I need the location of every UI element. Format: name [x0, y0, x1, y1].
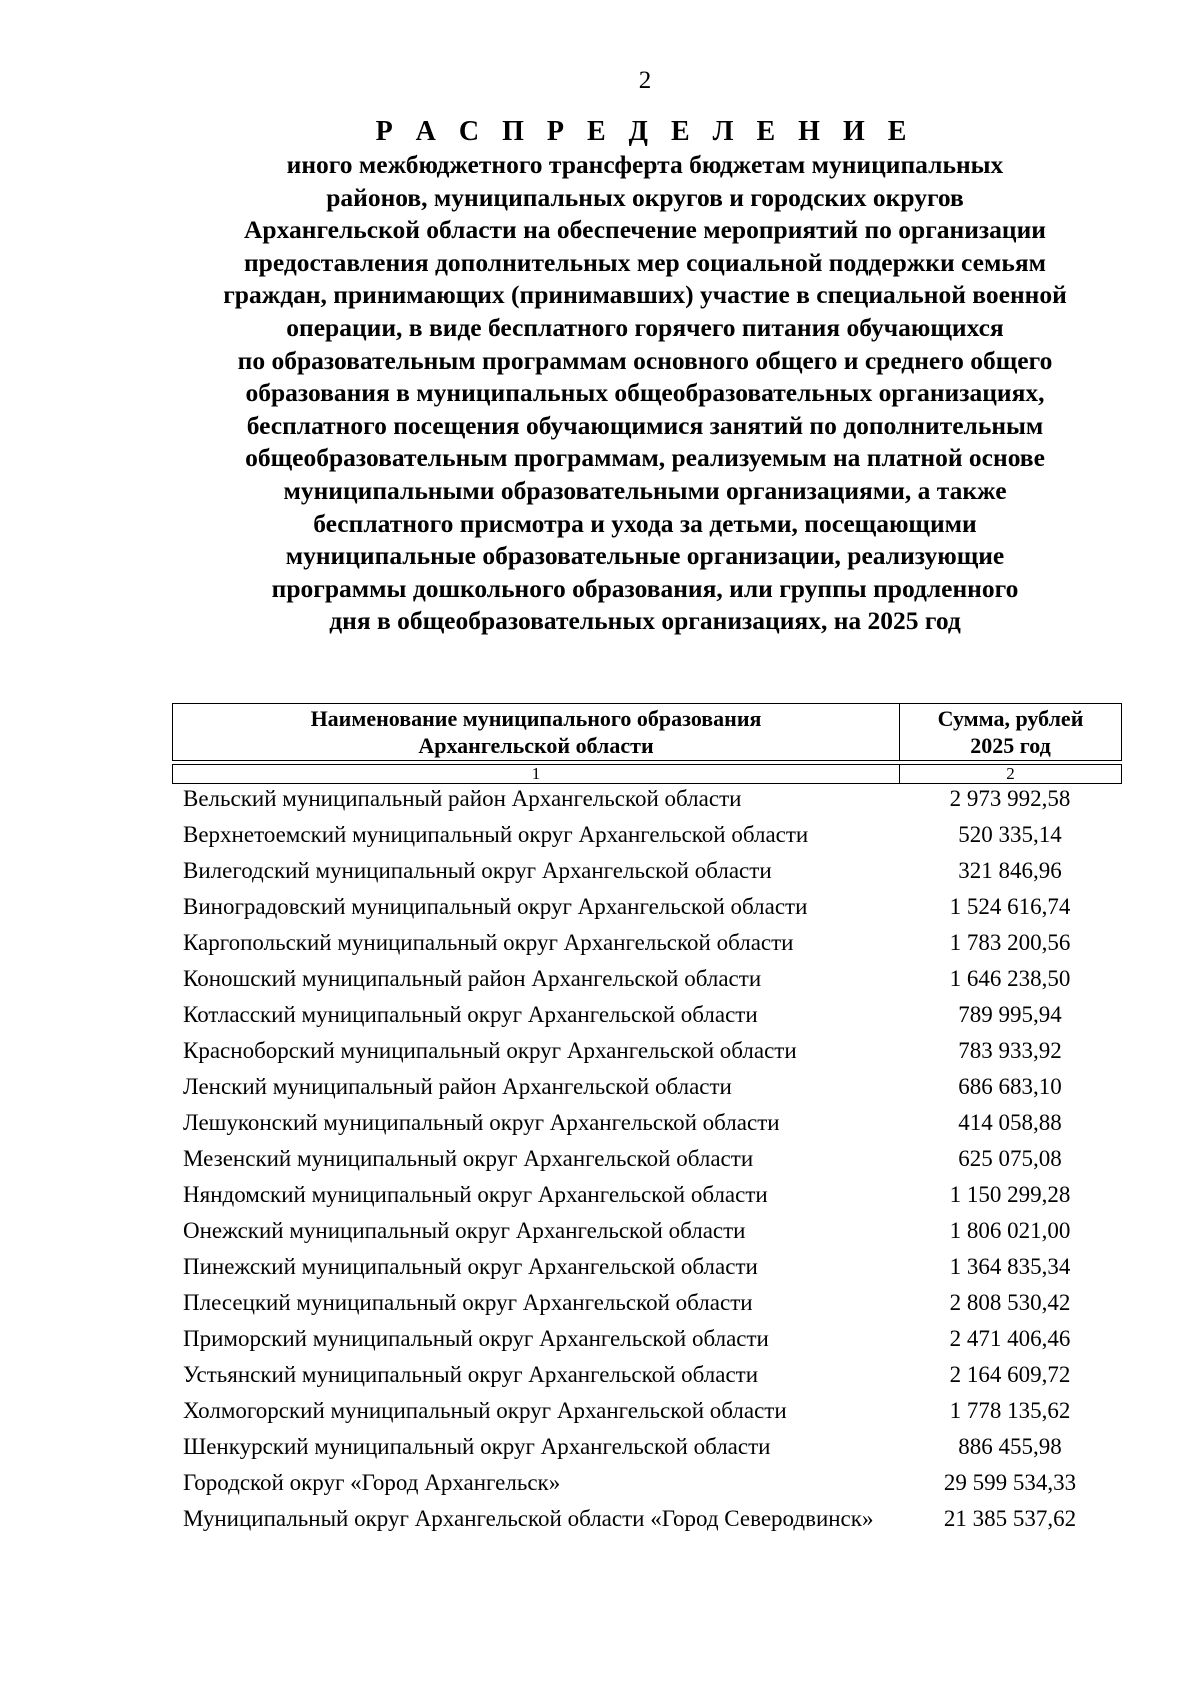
row-name: Лешуконский муниципальный округ Архангельской области: [183, 1110, 780, 1135]
row-sum: 686 683,10: [958, 1074, 1062, 1099]
column-number-1: 1: [173, 765, 900, 784]
table-row: [172, 1326, 1121, 1362]
row-sum: 789 995,94: [958, 1002, 1062, 1027]
subtitle-line: общеобразовательным программам, реализуемым на платной основе: [245, 443, 1045, 473]
row-name: Верхнетоемский муниципальный округ Архангельской области: [183, 822, 809, 847]
row-sum: 1 150 299,28: [949, 1182, 1071, 1207]
table-row: [172, 894, 1121, 930]
column-number-2: 2: [900, 765, 1122, 784]
table-row: [172, 1074, 1121, 1110]
row-name: Плесецкий муниципальный округ Архангельской области: [183, 1290, 753, 1315]
row-name: Холмогорский муниципальный округ Архангельской области: [183, 1398, 787, 1423]
table-header-block: [172, 703, 1121, 784]
row-sum: 2 808 530,42: [949, 1290, 1071, 1315]
table-row: [172, 1470, 1121, 1506]
table-body: [172, 786, 1121, 1570]
table-row: [172, 1182, 1121, 1218]
table-row: [172, 1290, 1121, 1326]
subtitle-line: районов, муниципальных округов и городских округов: [326, 182, 964, 212]
table-row: [172, 1038, 1121, 1074]
subtitle-line: по образовательным программам основного общего и среднего общего: [237, 345, 1053, 375]
row-sum: 783 933,92: [958, 1038, 1062, 1063]
row-name: Городской округ «Город Архангельск»: [183, 1470, 561, 1495]
row-sum: 2 973 992,58: [949, 786, 1071, 811]
row-sum: 1 778 135,62: [949, 1398, 1071, 1423]
column-header-sum: Сумма, рублей 2025 год: [900, 704, 1122, 761]
table-header: [172, 703, 1122, 784]
row-sum: 2 164 609,72: [949, 1362, 1071, 1387]
table-row: [172, 1002, 1121, 1038]
row-name: Устьянский муниципальный округ Архангельской области: [183, 1362, 759, 1387]
document-subtitle: [150, 149, 1140, 638]
row-sum: 2 471 406,46: [949, 1326, 1071, 1351]
row-name: Приморский муниципальный округ Архангельской области: [183, 1326, 769, 1351]
row-name: Пинежский муниципальный округ Архангельской области: [183, 1254, 758, 1279]
row-sum: 1 364 835,34: [949, 1254, 1071, 1279]
table-row: [172, 1254, 1121, 1290]
row-sum: 625 075,08: [958, 1146, 1062, 1171]
table-row: [172, 1218, 1121, 1254]
row-sum: 886 455,98: [958, 1434, 1062, 1459]
subtitle-line: образования в муниципальных общеобразовательных организациях,: [245, 378, 1045, 408]
page-number: 2: [638, 67, 652, 94]
row-sum: 321 846,96: [958, 858, 1062, 883]
row-sum: 21 385 537,62: [943, 1506, 1077, 1531]
row-name: Няндомский муниципальный округ Архангельской области: [183, 1182, 768, 1207]
subtitle-line: бесплатного присмотра и ухода за детьми, посещающими: [313, 508, 977, 538]
table-row: [172, 1434, 1121, 1470]
column-header-name: Наименование муниципального образования Архангельской области: [173, 704, 900, 761]
subtitle-line: программы дошкольного образования, или группы продленного: [271, 573, 1019, 603]
table-row: [172, 1110, 1121, 1146]
row-name: Мезенский муниципальный округ Архангельской области: [183, 1146, 754, 1171]
row-name: Шенкурский муниципальный округ Архангельской области: [183, 1434, 771, 1459]
row-name: Ленский муниципальный район Архангельской области: [183, 1074, 732, 1099]
subtitle-line: операции, в виде бесплатного горячего питания обучающихся: [286, 312, 1004, 342]
document-title: Р А С П Р Е Д Е Л Е Н И Е: [375, 116, 915, 147]
table-row: [172, 786, 1121, 822]
table-row: [172, 858, 1121, 894]
table-row: [172, 930, 1121, 966]
row-sum: 1 646 238,50: [949, 966, 1071, 991]
table-row: [172, 1506, 1121, 1570]
row-sum: 29 599 534,33: [943, 1470, 1077, 1495]
subtitle-line: иного межбюджетного трансферта бюджетам муниципальных: [286, 150, 1004, 179]
subtitle-line: бесплатного посещения обучающимися занятий по дополнительным: [246, 410, 1044, 440]
row-name: Вилегодский муниципальный округ Архангельской области: [183, 858, 772, 883]
row-sum: 1 783 200,56: [949, 930, 1071, 955]
table-row: [172, 966, 1121, 1002]
row-name: Онежский муниципальный округ Архангельской области: [183, 1218, 746, 1243]
row-name: Котласский муниципальный округ Архангельской области: [183, 1002, 758, 1027]
subtitle-line: предоставления дополнительных мер социальной поддержки семьям: [243, 247, 1047, 277]
row-name: Каргопольский муниципальный округ Архангельской области: [183, 930, 794, 955]
subtitle-line: муниципальные образовательные организации, реализующие: [285, 541, 1005, 571]
subtitle-line: дня в общеобразовательных организациях, на 2025 год: [329, 606, 961, 636]
row-name: Муниципальный округ Архангельской области «Город Северодвинск»: [183, 1506, 874, 1531]
row-name: Вельский муниципальный район Архангельской области: [183, 786, 742, 811]
row-sum: 520 335,14: [958, 822, 1062, 847]
document-heading: [150, 115, 1140, 638]
table-row: [172, 1362, 1121, 1398]
subtitle-line: муниципальными образовательными организациями, а также: [283, 475, 1007, 505]
subtitle-line: Архангельской области на обеспечение мероприятий по организации: [243, 215, 1047, 245]
row-sum: 1 806 021,00: [949, 1218, 1071, 1243]
table-row: [172, 1398, 1121, 1434]
row-name: Красноборский муниципальный округ Архангельской области: [183, 1038, 797, 1063]
table-row: [172, 1146, 1121, 1182]
row-sum: 414 058,88: [958, 1110, 1062, 1135]
row-name: Виноградовский муниципальный округ Архангельской области: [183, 894, 808, 919]
row-name: Коношский муниципальный район Архангельской области: [183, 966, 762, 991]
table-row: [172, 822, 1121, 858]
row-sum: 1 524 616,74: [949, 894, 1071, 919]
subtitle-line: граждан, принимающих (принимавших) участие в специальной военной: [223, 280, 1067, 310]
